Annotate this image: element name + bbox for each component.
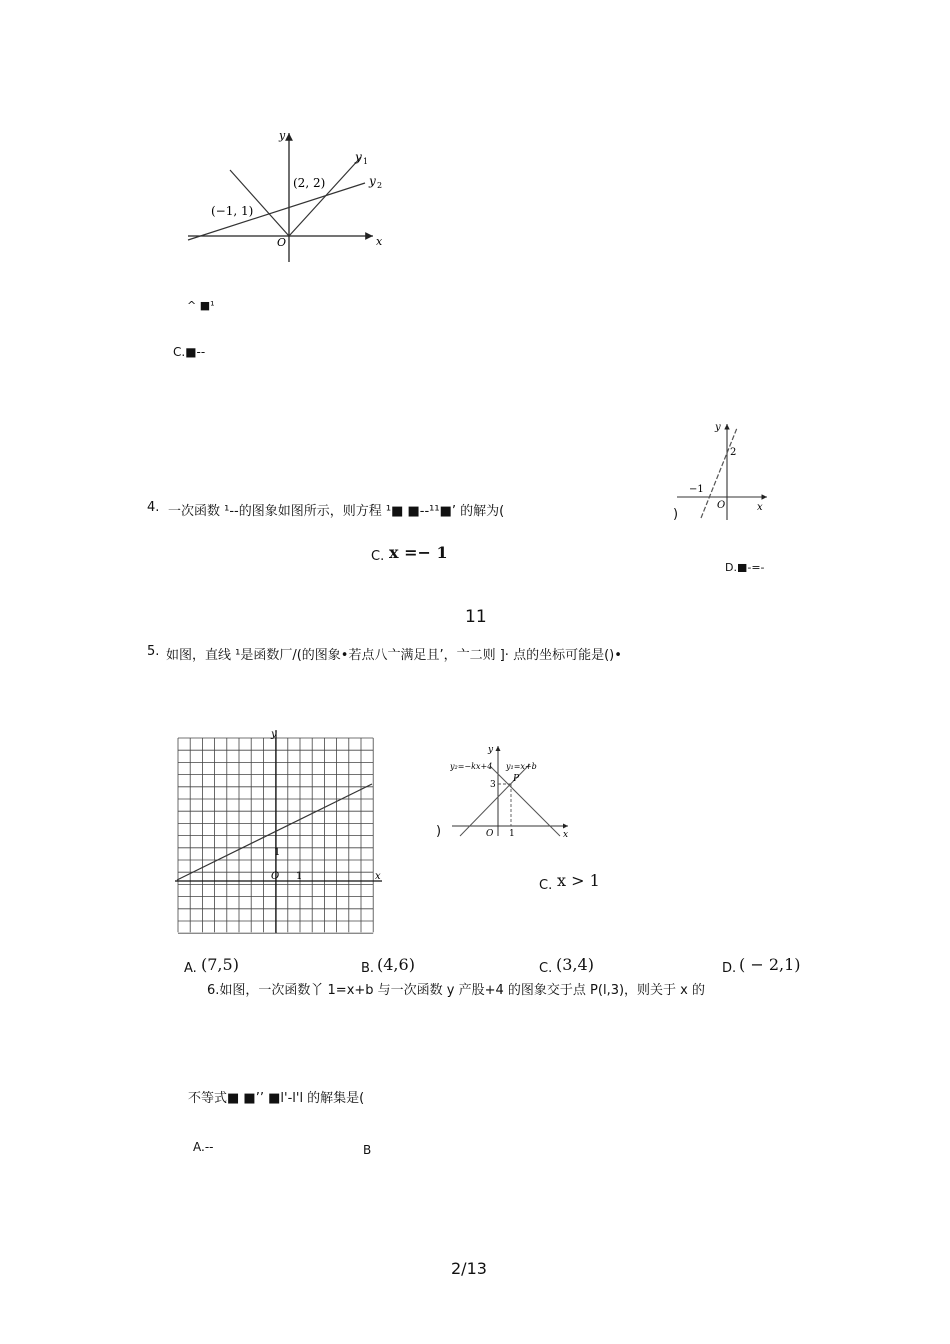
q6-axis-y: y	[488, 745, 494, 755]
q6-eq1: y₁=x+b	[506, 762, 537, 771]
q4-text: 一次函数 ¹--的图象如图所示，则方程 ¹■ ■--¹¹■’ 的解为(	[168, 504, 505, 519]
q6-line2: 不等式■ ■’’ ■l'-l'l 的解集是(	[188, 1091, 365, 1106]
q4-axis-y: y	[715, 422, 721, 433]
line-y2-label: y	[369, 174, 376, 188]
q4-tick-x: −1	[689, 484, 704, 495]
q5-text: 如图，直线 ¹是函数厂/(的图象•若点八亠满足且’，亠二则 ]· 点的坐标可能是()•	[166, 648, 622, 663]
q6-option-c-math: x > 1	[557, 871, 600, 890]
q5-option-d-label: D.	[722, 961, 737, 976]
q6-tick-x: 1	[509, 829, 515, 839]
axis-y-label: y	[279, 129, 286, 142]
point-label-b: (2, 2)	[293, 176, 326, 190]
q4-tick-y: 2	[730, 447, 737, 458]
q4-option-c-math: x =− 1	[389, 543, 448, 562]
q5-grid-figure	[175, 727, 387, 937]
q4-axis-x: x	[757, 502, 763, 513]
page-number: 2/13	[451, 1259, 487, 1278]
q5-option-c-math: (3,4)	[556, 955, 594, 974]
q4-number: 4.	[147, 500, 160, 515]
point-label-a: (−1, 1)	[211, 204, 254, 218]
line-y2-sub: 2	[377, 181, 383, 190]
q6-line1: 6.如图，一次函数丫 1=x+b 与一次函数 y 产股+4 的图象交于点 P(l,3)，则关于 x 的	[207, 983, 706, 998]
q4-origin: O	[717, 500, 726, 511]
q6-point-p: P	[513, 774, 520, 784]
q5-option-a-math: (7,5)	[201, 955, 239, 974]
q6-axis-x: x	[563, 830, 569, 840]
q4-option-d: D.■-=-	[725, 561, 765, 572]
q5-grid-axis-y: y	[271, 729, 277, 740]
q6-figure	[450, 740, 575, 840]
line-y1-sub: 1	[363, 157, 369, 166]
q5-number: 5.	[147, 644, 160, 659]
q4-option-c-label: C.	[371, 549, 385, 564]
q5-option-b-label: B.	[361, 961, 375, 976]
q5-grid-tick-x: 1	[296, 871, 303, 882]
q4-paren-close: )	[673, 507, 679, 522]
q5-grid-tick-y: 1	[274, 847, 281, 858]
q3-fragment: ^ ■¹	[187, 299, 215, 312]
q6-option-c-label: C.	[539, 878, 553, 893]
q6-option-b: B	[363, 1143, 372, 1154]
q6-option-a: A.--	[193, 1140, 214, 1154]
figure-two-lines	[183, 125, 393, 265]
origin-label: O	[277, 236, 287, 249]
q5-option-b-math: (4,6)	[377, 955, 415, 974]
q6-eq2: y₂=−kx+4	[450, 762, 493, 771]
q6-origin: O	[486, 829, 494, 839]
section-mark: 11	[465, 607, 487, 627]
q5-option-d-math: ( − 2,1)	[739, 955, 801, 974]
q5-option-a-label: A.	[184, 961, 197, 976]
axis-x-label: x	[376, 235, 383, 248]
q5-paren-close: )	[436, 824, 442, 839]
line-y1-label: y	[355, 150, 362, 164]
q5-option-c-label: C.	[539, 961, 553, 976]
q4-figure	[675, 418, 775, 524]
q3-option-c: C.■--	[173, 345, 206, 359]
q6-tick-y: 3	[490, 780, 496, 790]
q5-grid-origin: O	[271, 871, 280, 882]
q5-grid-axis-x: x	[375, 871, 381, 882]
